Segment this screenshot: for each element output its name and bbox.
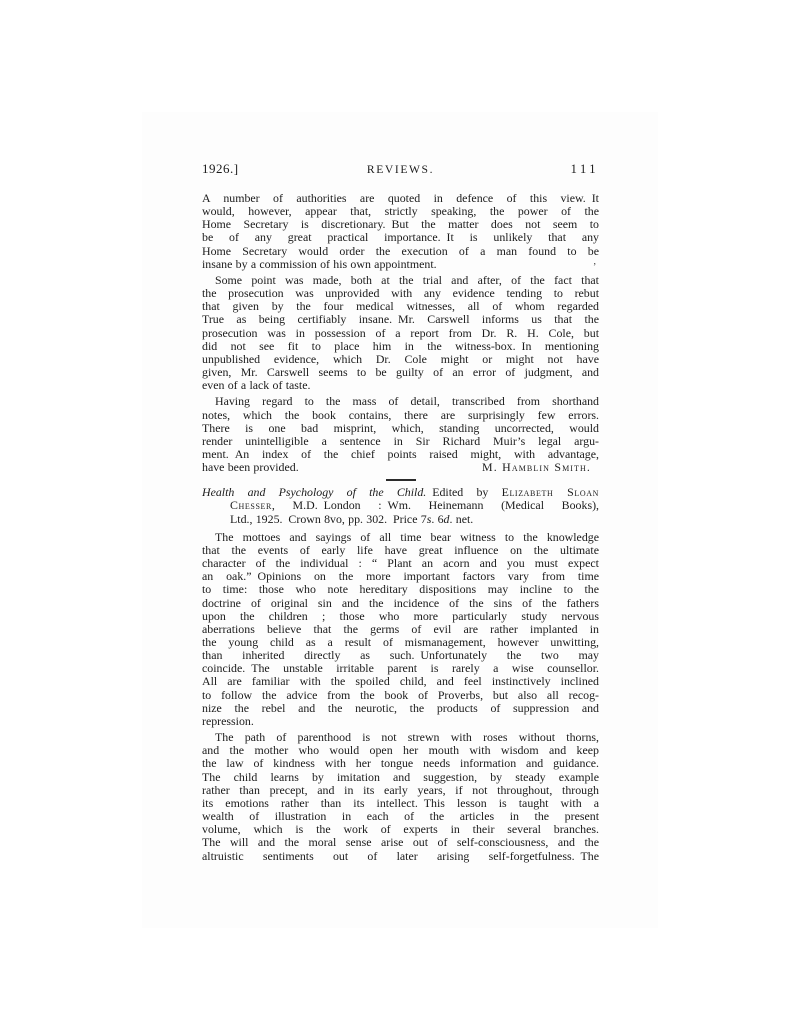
text-line: Home Secretary would order the execution of a man found to be — [202, 243, 599, 258]
text-line: the law of kindness with her tongue needs information and guidance. — [202, 756, 599, 771]
editor-surname: Chesser — [230, 498, 272, 513]
text-line: wealth of illustration in each of the articles in the present — [202, 809, 599, 824]
text-line: render unintelligible a sentence in Sir Richard Muir’s legal argu- — [202, 433, 599, 448]
closing-text: have been provided. — [202, 460, 299, 475]
text-line: that given by the four medical witnesses, all of whom regarded — [202, 299, 599, 314]
text-line: be of any great practical importance. It is unlikely that any — [202, 230, 599, 245]
article-book-review — [202, 486, 599, 862]
text-line: upon the children ; those who more particularly study nervous — [202, 608, 599, 623]
text-line: repression. — [202, 713, 254, 728]
header-section-title: REVIEWS. — [366, 163, 435, 176]
reviewer-signature: M. Hamblin Smith. — [482, 460, 591, 475]
paragraph — [202, 531, 599, 728]
text-line: altruistic sentiments out of later arising self-forgetfulness. The — [202, 848, 599, 863]
book-citation — [202, 486, 599, 525]
editor-first-names: Elizabeth Sloan — [501, 485, 599, 500]
text-line: A number of authorities are quoted in defence of this view. It — [202, 191, 599, 205]
scan-artifact-mark: ’ — [593, 262, 597, 273]
text-line: even of a lack of taste. — [202, 378, 311, 393]
header-year: 1926.] — [202, 161, 239, 176]
signature-line — [202, 461, 599, 474]
text-line: that the events of early life have great influence on the ultimate — [202, 542, 599, 557]
citation-text: , M.D. London : Wm. Heinemann (Medical Books), — [271, 498, 599, 513]
text-line: insane by a commission of his own appointment. — [202, 256, 437, 271]
paragraph — [202, 731, 599, 863]
price-pence-symbol: d — [443, 511, 450, 526]
text-line: character of the individual : “ Plant an acorn and you must expect — [202, 556, 599, 571]
text-line: and the mother who would open her mouth with wisdom and keep — [202, 743, 599, 758]
text-line: prosecution was in possession of a report from Dr. R. H. Cole, but — [202, 325, 599, 340]
paragraph — [202, 395, 599, 461]
text-line: All are familiar with the spoiled child, and feel instinctively inclined — [202, 674, 599, 689]
text-line: doctrine of original sin and the incidence of the sins of the fathers — [202, 595, 599, 610]
journal-page — [142, 112, 658, 928]
paragraph — [202, 192, 599, 271]
citation-text: Edited by — [426, 485, 502, 500]
text-line: ment. An index of the chief points raised might, with advantage, — [202, 446, 599, 461]
text-line: The child learns by imitation and suggestion, by steady example — [202, 769, 599, 784]
article-first-review — [202, 192, 599, 474]
text-line: unpublished evidence, which Dr. Cole might or might not have — [202, 351, 599, 366]
text-line: There is one bad misprint, which, standing uncorrected, would — [202, 420, 599, 435]
header-page-number: 111 — [570, 162, 599, 176]
citation-line — [202, 513, 599, 526]
text-line: would, however, appear that, strictly speaking, the power of the — [202, 204, 599, 219]
text-line: did not see fit to place him in the witness-box. In mentioning — [202, 338, 599, 353]
citation-text: Ltd., 1925. Crown 8vo, pp. 302. Price 7 — [230, 511, 427, 526]
page-header — [202, 162, 599, 177]
text-line: volume, which is the work of experts in their several branches. — [202, 822, 599, 837]
text-line: Some point was made, both at the trial and after, of the fact that — [215, 272, 599, 287]
text-line: the young child as a result of mismanagement, however unwitting, — [202, 635, 599, 649]
text-line: rather than precept, and in its early years, if not throughout, through — [202, 782, 599, 797]
price-shillings-symbol: s — [426, 511, 432, 526]
citation-text: . 6 — [431, 511, 444, 526]
text-line: Home Secretary is discretionary. But the matter does not seem to — [202, 217, 599, 232]
text-line: given, Mr. Carswell seems to be guilty of an error of judgment, and — [202, 365, 599, 380]
text-line: Having regard to the mass of detail, transcribed from shorthand — [215, 394, 599, 409]
text-line: the prosecution was unprovided with any evidence tending to rebut — [202, 286, 599, 301]
page-content — [202, 112, 599, 863]
text-line: The will and the moral sense arise out of self-consciousness, and the — [202, 835, 599, 850]
text-line: notes, which the book contains, there are surprisingly few errors. — [202, 407, 599, 422]
text-line: its emotions rather than its intellect. This lesson is taught with a — [202, 795, 599, 810]
citation-text: . net. — [449, 511, 474, 526]
text-line: The path of parenthood is not strewn with roses without thorns, — [215, 730, 599, 745]
text-line: than inherited directly as such. Unfortunately the two may — [202, 648, 599, 663]
text-line: The mottoes and sayings of all time bear witness to the knowledge — [215, 529, 599, 544]
text-line: True as being certifiably insane. Mr. Carswell informs us that the — [202, 312, 599, 327]
text-line: an oak.” Opinions on the more important factors vary from time — [202, 569, 599, 584]
text-line: aberrations believe that the germs of evil are rather implanted in — [202, 621, 599, 636]
section-divider-rule — [386, 479, 416, 481]
text-line: coincide. The unstable irritable parent is rarely a wise counsellor. — [202, 661, 599, 676]
text-line: to time: those who note hereditary dispositions may incline to the — [202, 582, 599, 597]
book-title: Health and Psychology of the Child. — [202, 485, 427, 500]
paragraph — [202, 274, 599, 392]
text-line: nize the rebel and the neurotic, the products of suppression and — [202, 700, 599, 715]
text-line: to follow the advice from the book of Proverbs, but also all recog- — [202, 687, 599, 702]
